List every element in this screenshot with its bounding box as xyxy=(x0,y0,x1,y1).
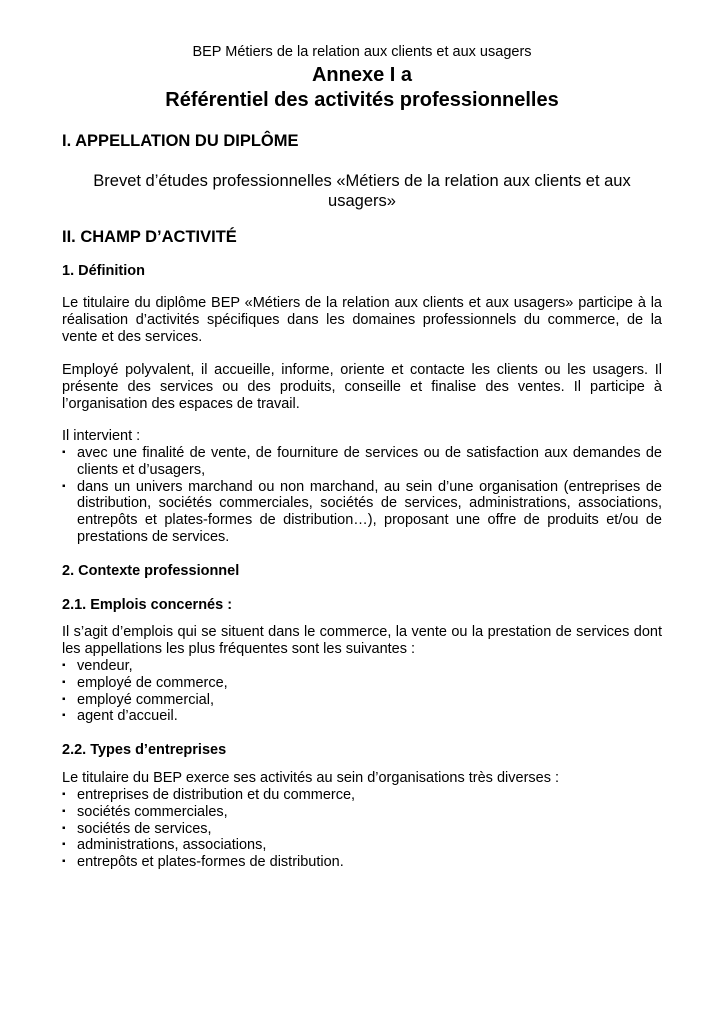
types-list xyxy=(62,787,662,871)
section-heading-champ-activite: II. CHAMP D’ACTIVITÉ xyxy=(62,228,237,246)
emplois-list xyxy=(62,658,662,725)
list-item: ▪ agent d’accueil. xyxy=(62,708,662,725)
subsection-heading-types: 2.2. Types d’entreprises xyxy=(62,742,227,758)
diploma-name: Brevet d’études professionnelles «Métiers de la relation aux clients et aux usagers» xyxy=(93,172,631,210)
list-item: ▪ entreprises de distribution et du commerce, xyxy=(62,787,662,804)
annex-title: Annexe I a xyxy=(311,64,413,86)
definition-paragraph-2: Employé polyvalent, il accueille, informe, oriente et contacte les clients ou les usagers. Il présente des services ou des produits, conseille et finalise des ventes. Il participe à l’organisation des espaces de travail. xyxy=(62,362,662,412)
emplois-intro: Il s’agit d’emplois qui se situent dans le commerce, la vente ou la prestation de services dont les appellations les plus fréquentes sont les suivantes : xyxy=(62,624,662,657)
list-item: ▪ employé commercial, xyxy=(62,692,662,709)
subsection-heading-definition: 1. Définition xyxy=(62,263,145,279)
list-item: ▪ vendeur, xyxy=(62,658,662,675)
document-title: Référentiel des activités professionnelles xyxy=(165,89,559,111)
list-item: ▪ employé de commerce, xyxy=(62,675,662,692)
list-item: ▪ dans un univers marchand ou non marchand, au sein d’une organisation (entreprises de distribution, sociétés commerciales, sociétés de services, administrations, associations, entrepôts et plates-formes de distribution…), proposant une offre de produits et/ou de prestations de services. xyxy=(62,479,662,546)
list-item: ▪ administrations, associations, xyxy=(62,837,662,854)
list-item: ▪ avec une finalité de vente, de fourniture de services ou de satisfaction aux demandes de clients et d’usagers, xyxy=(62,445,662,479)
subsection-heading-emplois: 2.1. Emplois concernés : xyxy=(62,597,233,613)
document-supertitle: BEP Métiers de la relation aux clients et aux usagers xyxy=(192,44,532,60)
definition-paragraph-1: Le titulaire du diplôme BEP «Métiers de la relation aux clients et aux usagers» participe à la réalisation d’activités spécifiques dans les domaines professionnels du commerce, de la vente et des services. xyxy=(62,295,662,345)
subsection-heading-contexte: 2. Contexte professionnel xyxy=(62,563,240,579)
intervention-intro: Il intervient : xyxy=(62,428,141,444)
types-intro: Le titulaire du BEP exerce ses activités au sein d’organisations très diverses : xyxy=(62,770,560,786)
intervention-list xyxy=(62,445,662,546)
list-item: ▪ entrepôts et plates-formes de distribution. xyxy=(62,854,662,871)
list-item: ▪ sociétés de services, xyxy=(62,821,662,838)
section-heading-appellation: I. APPELLATION DU DIPLÔME xyxy=(62,132,299,150)
list-item: ▪ sociétés commerciales, xyxy=(62,804,662,821)
